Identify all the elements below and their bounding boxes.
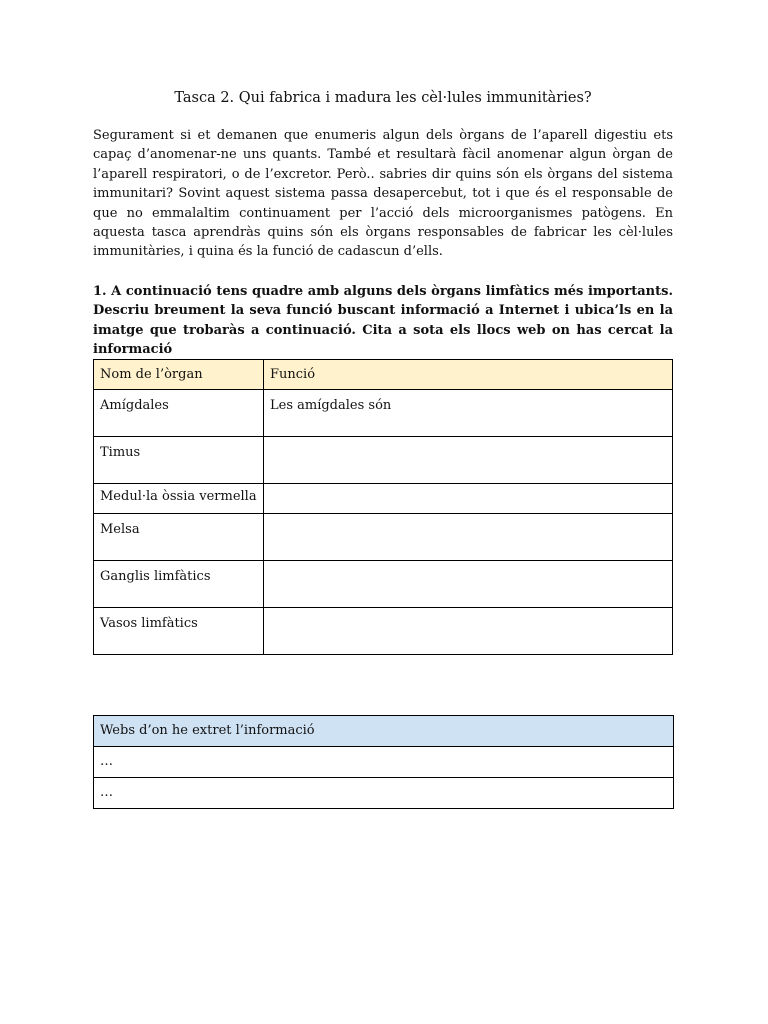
table-row: [94, 608, 673, 655]
table-row: [94, 747, 674, 778]
organ-name-cell: Melsa: [94, 514, 264, 561]
table-row: [94, 778, 674, 809]
question-1: 1. A continuació tens quadre amb alguns dels òrgans limfàtics més importants. Descriu breument la seva funció buscant informació a Internet i ubica’ls en la imatge que trobaràs a continuació. Cita a sota els llocs web on has cercat la informació: [93, 284, 673, 358]
organ-name-cell: Medul·la òssia vermella: [94, 484, 264, 514]
organ-name-cell: Timus: [94, 437, 264, 484]
organ-name-cell: Amígdales: [94, 390, 264, 437]
organ-function-cell[interactable]: [264, 514, 673, 561]
organ-name-header: Nom de l’òrgan: [94, 360, 264, 390]
organ-function-header: Funció: [264, 360, 673, 390]
organ-name-cell: Vasos limfàtics: [94, 608, 264, 655]
organ-name-cell: Ganglis limfàtics: [94, 561, 264, 608]
organ-function-cell[interactable]: [264, 437, 673, 484]
organ-function-cell[interactable]: [264, 561, 673, 608]
page-title: Tasca 2. Qui fabrica i madura les cèl·lules immunitàries?: [174, 90, 592, 106]
web-source-cell[interactable]: …: [94, 778, 674, 809]
organs-table: [93, 359, 673, 655]
webs-table: [93, 715, 674, 809]
table-row: [94, 437, 673, 484]
intro-paragraph: Segurament si et demanen que enumeris algun dels òrgans de l’aparell digestiu ets capaç d’anomenar-ne uns quants. També et resultarà fàcil anomenar algun òrgan de l’aparell respiratori, o de l’excretor. Però.. sabries dir quins són els òrgans del sistema immunitari? Sovint aquest sistema passa desapercebut, tot i que és el responsable de que no emmalaltim continuament per l’acció dels microorganismes patògens. En aquesta tasca aprendràs quins són els òrgans responsables de fabricar les cèl·lules immunitàries, i quina és la funció de cadascun d’ells.: [93, 128, 673, 260]
table-row: [94, 390, 673, 437]
table-row: [94, 484, 673, 514]
table-row: [94, 514, 673, 561]
webs-header-cell: Webs d’on he extret l’informació: [94, 716, 674, 747]
webs-table-header: [94, 716, 674, 747]
organ-function-cell[interactable]: Les amígdales són: [264, 390, 673, 437]
web-source-cell[interactable]: …: [94, 747, 674, 778]
organ-function-cell[interactable]: [264, 608, 673, 655]
organs-table-header: [94, 360, 673, 390]
organ-function-cell[interactable]: [264, 484, 673, 514]
table-row: [94, 561, 673, 608]
